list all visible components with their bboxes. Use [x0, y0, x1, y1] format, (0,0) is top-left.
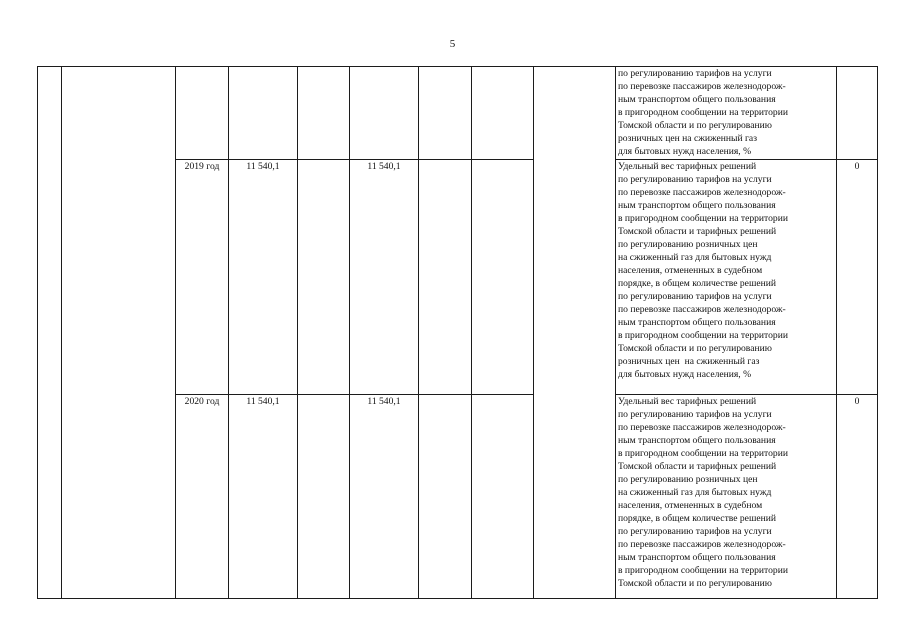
col5-cell: 11 540,1 — [350, 395, 419, 599]
col-number-cell — [38, 67, 62, 599]
col5-cell: 11 540,1 — [350, 160, 419, 395]
cont-year-cell — [176, 67, 229, 160]
page-number: 5 — [449, 38, 456, 50]
cont-total-cell — [229, 67, 298, 160]
cont-value-cell — [837, 67, 878, 160]
total-cell: 11 540,1 — [229, 160, 298, 395]
value-cell: 0 — [837, 395, 878, 599]
indicator-table — [37, 66, 878, 599]
year-cell: 2019 год — [176, 160, 229, 395]
col6-cell — [419, 395, 472, 599]
col4-cell — [298, 160, 350, 395]
col-source-cell — [534, 67, 616, 599]
col7-cell — [472, 160, 534, 395]
indicator-cell: Удельный вес тарифных решений по регулированию тарифов на услуги по перевозке пассажиров железнодорож- ным транспортом общего пользования в пригородном сообщении на территории Томской области и тарифных решений по регулированию розничных цен на сжиженный газ для бытовых нужд населения, отмененных в судебном порядке, в общем количестве решений по регулированию тарифов на услуги по перевозке пассажиров железнодорож- ным транспортом общего пользования в пригородном сообщении на территории Томской области и по регулированию — [616, 395, 837, 599]
col6-cell — [419, 160, 472, 395]
total-cell: 11 540,1 — [229, 395, 298, 599]
year-cell: 2020 год — [176, 395, 229, 599]
col7-cell — [472, 395, 534, 599]
indicator-cell: Удельный вес тарифных решений по регулированию тарифов на услуги по перевозке пассажиров железнодорож- ным транспортом общего пользования в пригородном сообщении на территории Томской области и тарифных решений по регулированию розничных цен на сжиженный газ для бытовых нужд населения, отмененных в судебном порядке, в общем количестве решений по регулированию тарифов на услуги по перевозке пассажиров железнодорож- ным транспортом общего пользования в пригородном сообщении на территории Томской области и по регулированию розничных цен на сжиженный газ для бытовых нужд населения, % — [616, 160, 837, 395]
cont-col5-cell — [350, 67, 419, 160]
cont-col7-cell — [472, 67, 534, 160]
value-cell: 0 — [837, 160, 878, 395]
continuation-row — [38, 67, 878, 160]
cont-col4-cell — [298, 67, 350, 160]
col4-cell — [298, 395, 350, 599]
cont-col6-cell — [419, 67, 472, 160]
col-task-cell — [62, 67, 176, 599]
cont-indicator-cell: по регулированию тарифов на услуги по перевозке пассажиров железнодорож- ным транспортом общего пользования в пригородном сообщении на территории Томской области и по регулированию розничных цен на сжиженный газ для бытовых нужд населения, % — [616, 67, 837, 160]
